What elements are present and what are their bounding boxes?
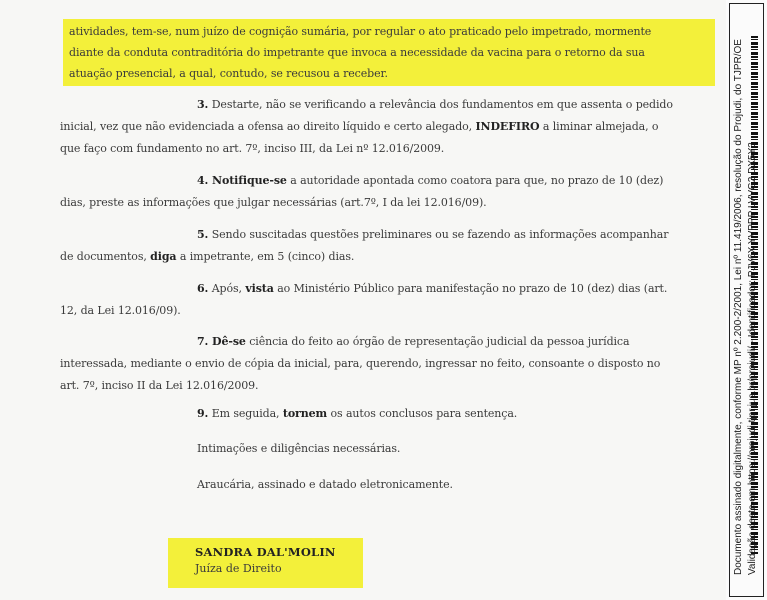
p4-line-1	[60, 170, 700, 192]
p3-line-1	[60, 94, 700, 116]
araucaria-line: Araucária, assinado e datado eletronicamente.	[197, 478, 453, 491]
p3-line-2-post: a liminar almejada, o	[539, 120, 659, 133]
p6-line-1-post: ao Ministério Público para manifestação no prazo de 10 (dez) dias (art.	[273, 282, 668, 295]
signature-block	[168, 538, 363, 588]
p3-line-2-pre: inicial, vez que não evidenciada a ofensa ao direito líquido e certo alegado,	[60, 120, 476, 133]
p4-line-2: dias, preste as informações que julgar necessárias (art.7º, I da lei 12.016/09).	[60, 196, 487, 209]
p4-line-1-text: a autoridade apontada como coatora para que, no prazo de 10 (dez)	[286, 174, 664, 187]
p9-pre: Em seguida,	[208, 407, 283, 420]
highlighted-intro-paragraph	[63, 19, 715, 86]
intro-line-1: atividades, tem-se, num juízo de cognição sumária, por regular o ato praticado pelo impetrado, mormente	[69, 25, 652, 38]
validation-notice-text: Validação deste em https://projudi.tjpr.jus.br/projudi/ - Identificador: PJV6X YVPPP LVVG2 DX5Y3	[747, 142, 758, 575]
intro-line-3: atuação presencial, a qual, contudo, se recusou a receber.	[69, 67, 388, 80]
p5-line-1-text: Sendo suscitadas questões preliminares ou se fazendo as informações acompanhar	[208, 228, 669, 241]
p9-number: 9.	[197, 407, 209, 420]
paragraph-intimacoes	[60, 438, 700, 460]
p5-diga: diga	[150, 250, 177, 263]
signer-role: Juíza de Direito	[195, 562, 282, 575]
p7-de-se: 7. Dê-se	[197, 335, 246, 348]
paragraph-9	[60, 403, 700, 425]
p6-line-1	[60, 278, 700, 300]
p5-line-2	[60, 246, 700, 268]
p5-line-2-post: a impetrante, em 5 (cinco) dias.	[176, 250, 355, 263]
p5-number: 5.	[197, 228, 209, 241]
paragraph-4	[60, 170, 700, 214]
paragraph-6	[60, 278, 700, 322]
p5-line-1	[60, 224, 700, 246]
p4-notifique: 4. Notifique-se	[197, 174, 287, 187]
p6-line-2: 12, da Lei 12.016/09).	[60, 304, 181, 317]
p3-indefiro: INDEFIRO	[475, 120, 540, 133]
intro-line-2: diante da conduta contraditória do impetrante que invoca a necessidade da vacina para o retorno da sua	[69, 46, 645, 59]
p6-line-1-pre: Após,	[208, 282, 246, 295]
p3-number: 3.	[197, 98, 209, 111]
p5-line-2-pre: de documentos,	[60, 250, 151, 263]
paragraph-3	[60, 94, 700, 160]
paragraph-5	[60, 224, 700, 268]
p7-line-1-text: ciência do feito ao órgão de representação judicial da pessoa jurídica	[245, 335, 630, 348]
p3-line-1-text: Destarte, não se verificando a relevância dos fundamentos em que assenta o pedido	[208, 98, 673, 111]
p9-tornem: tornem	[282, 407, 328, 420]
p7-line-3: art. 7º, inciso II da Lei 12.016/2009.	[60, 379, 259, 392]
p6-number: 6.	[197, 282, 209, 295]
p9-post: os autos conclusos para sentença.	[327, 407, 518, 420]
p7-line-1	[60, 331, 700, 353]
paragraph-7	[60, 331, 700, 397]
p3-line-2	[60, 116, 700, 138]
p7-line-2: interessada, mediante o envio de cópia da inicial, para, querendo, ingressar no feito, consoante o disposto no	[60, 357, 661, 370]
signature-notice-text: Documento assinado digitalmente, conforme MP nº 2.200-2/2001, Lei nº 11.419/2006, resolução do Projudi, do TJPR/OE	[733, 39, 744, 575]
paragraph-araucaria	[60, 474, 700, 496]
signer-name: SANDRA DAL'MOLIN	[195, 545, 336, 559]
p9-line	[60, 403, 700, 425]
p6-vista: vista	[245, 282, 274, 295]
p3-line-3: que faço com fundamento no art. 7º, inciso III, da Lei nº 12.016/2009.	[60, 142, 445, 155]
intimacoes-line: Intimações e diligências necessárias.	[197, 442, 401, 455]
